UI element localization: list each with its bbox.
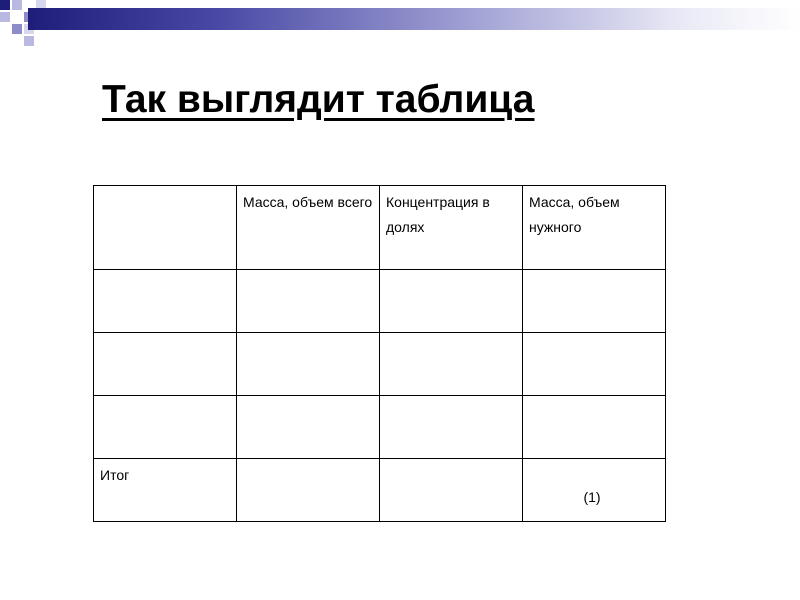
total-note: (1) <box>583 489 601 505</box>
table-row <box>94 333 666 396</box>
table-cell <box>380 270 523 333</box>
decorative-banner <box>0 0 800 48</box>
header-label: Масса, объем нужного <box>529 194 620 235</box>
table-cell <box>380 459 523 522</box>
table-cell <box>380 333 523 396</box>
table-cell <box>523 396 666 459</box>
table-row <box>94 270 666 333</box>
table-cell <box>237 333 380 396</box>
banner-square <box>12 0 22 10</box>
total-label: Итог <box>100 467 130 483</box>
banner-square <box>12 24 22 34</box>
banner-gradient-bar <box>28 8 800 30</box>
banner-square <box>24 36 34 46</box>
header-label: Концентрация в долях <box>386 194 490 235</box>
table-header-row <box>94 186 666 270</box>
table-cell <box>94 396 237 459</box>
table-cell <box>94 459 237 522</box>
table-total-row <box>94 459 666 522</box>
table-header-cell <box>380 186 523 270</box>
table-cell <box>523 270 666 333</box>
table-cell <box>380 396 523 459</box>
table-header-cell <box>94 186 237 270</box>
data-table <box>93 185 666 522</box>
slide-title: Так выглядит таблица <box>102 78 535 121</box>
table-cell <box>523 333 666 396</box>
table-header-cell <box>237 186 380 270</box>
banner-square <box>0 0 10 10</box>
header-label: Масса, объем всего <box>243 194 373 210</box>
table-cell <box>237 459 380 522</box>
table-cell <box>237 396 380 459</box>
table-cell <box>523 459 666 522</box>
table-cell <box>237 270 380 333</box>
banner-square <box>0 12 10 22</box>
table-row <box>94 396 666 459</box>
table-cell <box>94 270 237 333</box>
banner-square <box>12 12 22 22</box>
table-cell <box>94 333 237 396</box>
table-header-cell <box>523 186 666 270</box>
